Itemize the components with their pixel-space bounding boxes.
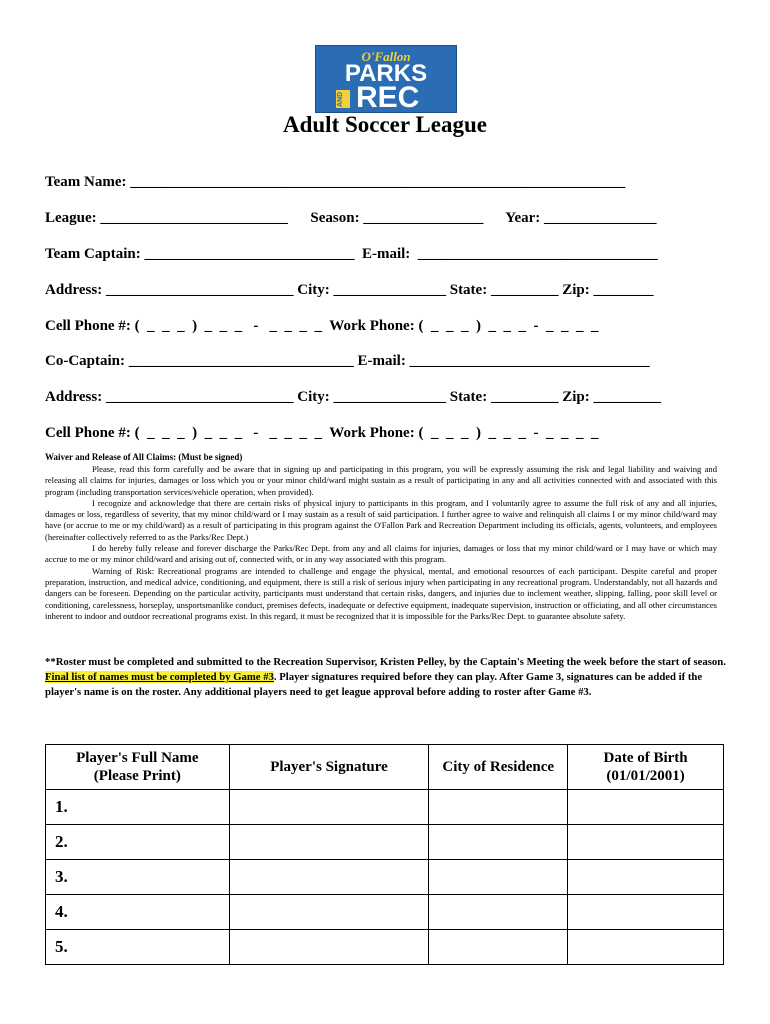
row-number[interactable]: 5. — [46, 930, 230, 965]
signature-cell[interactable] — [229, 825, 429, 860]
roster-note-highlight: Final list of names must be completed by Game #3 — [45, 671, 274, 683]
signature-cell[interactable] — [229, 930, 429, 965]
logo-and-badge: AND — [336, 90, 350, 108]
league-season-year-field[interactable]: League: _________________________ Season: ________________ Year: _______________ — [45, 210, 657, 226]
roster-note — [45, 655, 730, 700]
city-cell[interactable] — [429, 930, 568, 965]
row-number[interactable]: 4. — [46, 895, 230, 930]
team-captain-email-field[interactable]: Team Captain: ____________________________ E-mail: ________________________________ — [45, 246, 658, 262]
co-captain-address-field[interactable]: Address: _________________________ City: _______________ State: _________ Zip: _________ — [45, 389, 661, 405]
city-cell[interactable] — [429, 895, 568, 930]
roster-note-text: . Player signatures required before they can play. After Game 3, signatures can be added if the player's name is on the roster. Any additional players need to get league approval before adding to roster after Game #3. — [45, 671, 703, 698]
table-row — [46, 790, 724, 825]
table-row — [46, 825, 724, 860]
logo-script-text: O'Fallon — [361, 49, 411, 64]
roster-header-row — [46, 745, 724, 790]
waiver-paragraph: I do hereby fully release and forever discharge the Parks/Rec Dept. from any and all claims for injuries, damages or loss that my minor child/ward or I may have or which may accrue to me or my minor child/ward and arising out of, connected with, or in any way associated with this program. — [45, 543, 717, 565]
dob-cell[interactable] — [568, 860, 724, 895]
roster-table — [45, 744, 724, 965]
signature-cell[interactable] — [229, 895, 429, 930]
row-number[interactable]: 2. — [46, 825, 230, 860]
city-cell[interactable] — [429, 860, 568, 895]
signature-cell[interactable] — [229, 860, 429, 895]
row-number[interactable]: 1. — [46, 790, 230, 825]
player-name-header: Player's Full Name (Please Print) — [46, 745, 230, 790]
roster-note-text: **Roster must be completed and submitted to the Recreation Supervisor, Kristen Pelley, by the Captain's Meeting the week before the start of season. — [45, 656, 726, 668]
row-number[interactable]: 3. — [46, 860, 230, 895]
parks-rec-logo — [315, 45, 457, 113]
table-row — [46, 860, 724, 895]
co-captain-email-field[interactable]: Co-Captain: ______________________________ E-mail: ________________________________ — [45, 353, 650, 369]
waiver-heading: Waiver and Release of All Claims: (Must be signed) — [45, 452, 243, 462]
waiver-paragraph: I recognize and acknowledge that there are certain risks of physical injury to participants in this program, and I voluntarily agree to assume the full risk of any and all injuries, damages or loss, regardless of severity, that my minor child/ward or I may sustain as a result of said participation. I further agree to waive and relinquish all claims I or my minor child/ward may have (or accrue to me or my child/ward) as a result of participating in this program against the O'Fallon Park and Recreation Department including its officials, agents, volunteers, and employees (hereinafter collectively referred to as the Parks/Rec Dept.) — [45, 497, 717, 542]
dob-cell[interactable] — [568, 895, 724, 930]
table-row — [46, 895, 724, 930]
signature-cell[interactable] — [229, 790, 429, 825]
city-cell[interactable] — [429, 825, 568, 860]
logo-parks-text: PARKS — [344, 60, 428, 87]
team-name-field[interactable]: Team Name: __________________________________________________________________ — [45, 174, 626, 190]
player-signature-header: Player's Signature — [229, 745, 429, 790]
table-row — [46, 930, 724, 965]
city-cell[interactable] — [429, 790, 568, 825]
logo-rec-text: REC — [356, 81, 420, 114]
dob-cell[interactable] — [568, 825, 724, 860]
captain-phone-field[interactable]: Cell Phone #: ( _ _ _ ) _ _ _ - _ _ _ _ Work Phone: ( _ _ _ ) _ _ _ - _ _ _ _ — [45, 318, 599, 334]
co-captain-phone-field[interactable]: Cell Phone #: ( _ _ _ ) _ _ _ - _ _ _ _ Work Phone: ( _ _ _ ) _ _ _ - _ _ _ _ — [45, 425, 599, 441]
captain-address-field[interactable]: Address: _________________________ City: _______________ State: _________ Zip: ________ — [45, 282, 654, 298]
dob-cell[interactable] — [568, 790, 724, 825]
waiver-text — [45, 464, 717, 622]
page-title: Adult Soccer League — [282, 112, 487, 137]
city-header: City of Residence — [429, 745, 568, 790]
waiver-paragraph: Please, read this form carefully and be aware that in signing up and participating in this program, you will be expressly assuming the risk and legal liability and waiving and releasing all claims for injuries, damages or loss which you or your minor child/ward might sustain as a result of participating in any and all activities connected with and associated with this program (including transportation services/vehicle operation, when provided). — [45, 464, 717, 497]
dob-header: Date of Birth (01/01/2001) — [568, 745, 724, 790]
waiver-paragraph: Warning of Risk: Recreational programs are intended to challenge and engage the physical, mental, and emotional resources of each participant. Despite careful and proper preparation, instruction, and medical advice, conditioning, and equipment, there is still a risk of serious injury when participating in any recreational program. Understandably, not all hazards and dangers can be foreseen. Depending on the particular activity, participants must understand that certain risks, dangers, and injuries due to inclement weather, slipping, falling, poor skill level or conditioning, carelessness, horseplay, unsportsmanlike conduct, premises defects, inadequate or defective equipment, inadequate supervision, instruction or officiating, and all other circumstances inherent to indoor and outdoor recreational programs exist. In this regard, it must be recognized that it is impossible for the Parks/Rec Dept. to guarantee absolute safety. — [45, 565, 717, 621]
dob-cell[interactable] — [568, 930, 724, 965]
